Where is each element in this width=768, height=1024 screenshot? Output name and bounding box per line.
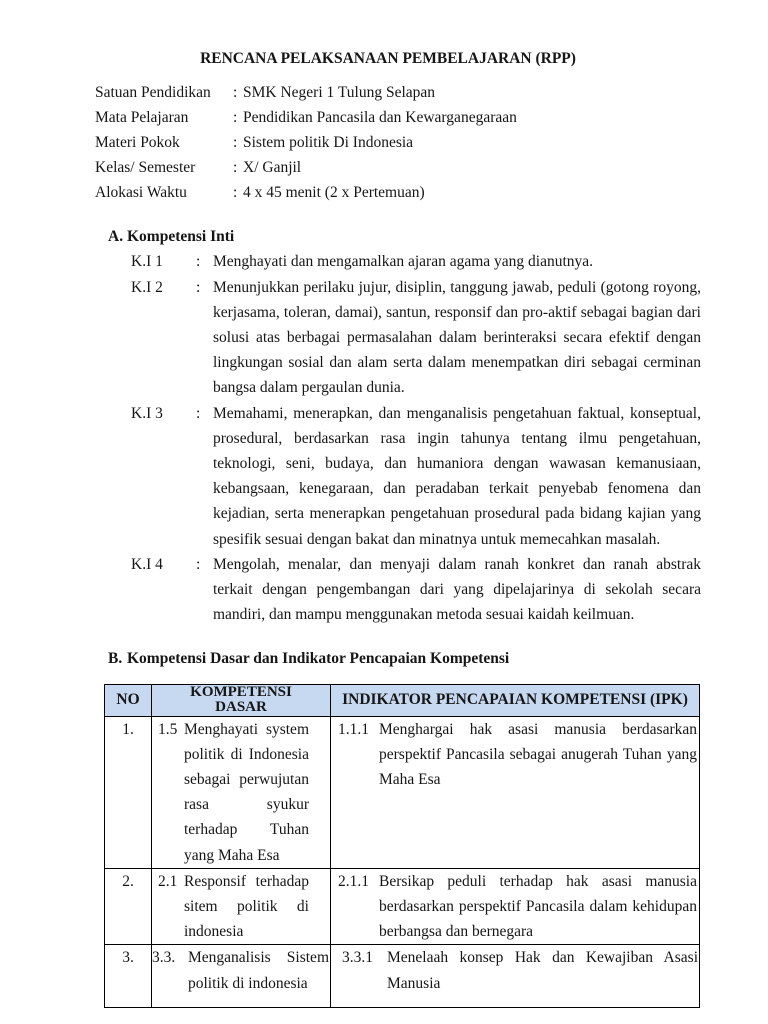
identity-label: Materi Pokok (95, 134, 180, 152)
identity-row-kelas-semester (95, 155, 768, 180)
document-title: RENCANA PELAKSANAAN PEMBELAJARAN (RPP) (200, 50, 576, 67)
identity-label: Satuan Pendidikan (95, 84, 211, 102)
section-title: Kompetensi Dasar dan Indikator Pencapaian Kompetensi (127, 650, 510, 668)
row-number: 3. (105, 945, 152, 1008)
kompetensi-inti-item (131, 275, 768, 401)
ipk-entry (331, 717, 699, 793)
ki-code: K.I 3 (131, 404, 163, 422)
identity-row-satuan-pendidikan (95, 80, 768, 105)
table-body (105, 716, 700, 1008)
identity-block (95, 80, 768, 205)
identity-separator: : (233, 134, 238, 152)
kompetensi-inti-list (131, 249, 768, 627)
column-header-ipk: INDIKATOR PENCAPAIAN KOMPETENSI (IPK) (331, 684, 700, 716)
section-title: Kompetensi Inti (127, 228, 235, 246)
table-row (105, 945, 700, 1008)
row-number: 2. (105, 868, 152, 945)
ipk-cell (331, 716, 700, 868)
kompetensi-inti-item (131, 249, 768, 274)
kompetensi-inti-item (131, 401, 768, 552)
identity-label: Alokasi Waktu (95, 184, 187, 202)
identity-value: Sistem politik Di Indonesia (243, 134, 414, 152)
section-marker: B. (108, 650, 123, 668)
kd-text: Menghayati system politik di Indonesia sebagai perwujutan rasa syukur terhadap Tuhan yang Maha Esa (184, 720, 309, 864)
identity-row-materi-pokok (95, 130, 768, 155)
table-header (105, 684, 700, 716)
table-header-row (105, 684, 700, 716)
ki-separator: : (196, 404, 201, 422)
identity-value: X/ Ganjil (243, 159, 302, 177)
ki-code: K.I 1 (131, 253, 163, 271)
identity-row-alokasi-waktu (95, 180, 768, 205)
table-row (105, 868, 700, 945)
kompetensi-dasar-cell (152, 868, 331, 945)
ipk-entry (331, 945, 699, 995)
ipk-text: Bersikap peduli terhadap hak asasi manusia berdasarkan perspektif Pancasila dalam kehidupan berbangsa dan bernegara (379, 872, 697, 941)
ipk-cell (331, 868, 700, 945)
ki-code: K.I 2 (131, 278, 163, 296)
identity-separator: : (233, 109, 238, 127)
kompetensi-dasar-cell (152, 945, 331, 1008)
kd-text: Responsif terhadap sitem politik di indonesia (184, 872, 309, 941)
section-marker: A. (108, 228, 124, 246)
identity-row-mata-pelajaran (95, 105, 768, 130)
identity-value: 4 x 45 menit (2 x Pertemuan) (243, 184, 425, 202)
ki-separator: : (196, 555, 201, 573)
identity-value: Pendidikan Pancasila dan Kewarganegaraan (243, 109, 517, 127)
identity-label: Mata Pelajaran (95, 109, 189, 127)
row-number: 1. (105, 716, 152, 868)
ipk-code: 3.3.1 (342, 949, 373, 967)
kd-text: Menganalisis Sistem politik di indonesia (188, 949, 329, 992)
ipk-text: Menghargai hak asasi manusia berdasarkan perspektif Pancasila sebagai anugerah Tuhan yang Maha Esa (379, 720, 697, 789)
identity-separator: : (233, 84, 238, 102)
kd-entry (152, 717, 330, 868)
ipk-code: 2.1.1 (338, 872, 369, 890)
ipk-entry (331, 869, 699, 945)
identity-label: Kelas/ Semester (95, 159, 196, 177)
ki-separator: : (196, 253, 201, 271)
ipk-text: Menelaah konsep Hak dan Kewajiban Asasi Manusia (387, 949, 698, 992)
kompetensi-inti-item (131, 552, 768, 628)
ki-separator: : (196, 278, 201, 296)
kd-code: 1.5 (158, 720, 178, 738)
identity-separator: : (233, 159, 238, 177)
kd-entry (152, 869, 330, 945)
kompetensi-dasar-table (104, 684, 700, 1009)
kompetensi-dasar-cell (152, 716, 331, 868)
ipk-cell (331, 945, 700, 1008)
ki-text: Memahami, menerapkan, dan menganalisis pengetahuan faktual, konseptual, prosedural, berdasarkan rasa ingin tahunya tentang ilmu pengetahuan, teknologi, seni, budaya, dan humaniora dengan wawasan kemanusiaan, kebangsaan, kenegaraan, dan peradaban terkait penyebab fenomena dan kejadian, serta menerapkan pengetahuan prosedural pada bidang kajian yang spesifik sesuai dengan bakat dan minatnya untuk memecahkan masalah. (213, 404, 701, 548)
table-row (105, 716, 700, 868)
ki-text: Menghayati dan mengamalkan ajaran agama yang dianutnya. (213, 253, 594, 271)
identity-separator: : (233, 184, 238, 202)
kd-code: 2.1 (158, 872, 178, 890)
section-a-heading (108, 224, 768, 249)
ki-code: K.I 4 (131, 555, 163, 573)
section-b-heading (108, 646, 768, 671)
ki-text: Menunjukkan perilaku jujur, disiplin, tanggung jawab, peduli (gotong royong, kerjasama, toleran, damai), santun, responsif dan pro-aktif sebagai bagian dari solusi atas berbagai permasalahan dalam berinteraksi secara efektif dengan lingkungan sosial dan alam serta dalam menempatkan diri sebagai cerminan bangsa dalam pergaulan dunia. (213, 278, 701, 397)
kd-entry (152, 945, 330, 995)
ki-text: Mengolah, menalar, dan menyaji dalam ranah konkret dan ranah abstrak terkait dengan pengembangan dari yang dipelajarinya di sekolah secara mandiri, dan mampu menggunakan metoda sesuai kaidah keilmuan. (213, 555, 701, 624)
identity-value: SMK Negeri 1 Tulung Selapan (243, 84, 436, 102)
ipk-code: 1.1.1 (338, 720, 369, 738)
column-header-label: KOMPETENSI DASAR (190, 683, 292, 716)
kd-code: 3.3. (152, 949, 176, 967)
column-header-kompetensi-dasar (152, 684, 331, 716)
column-header-no: NO (105, 684, 152, 716)
